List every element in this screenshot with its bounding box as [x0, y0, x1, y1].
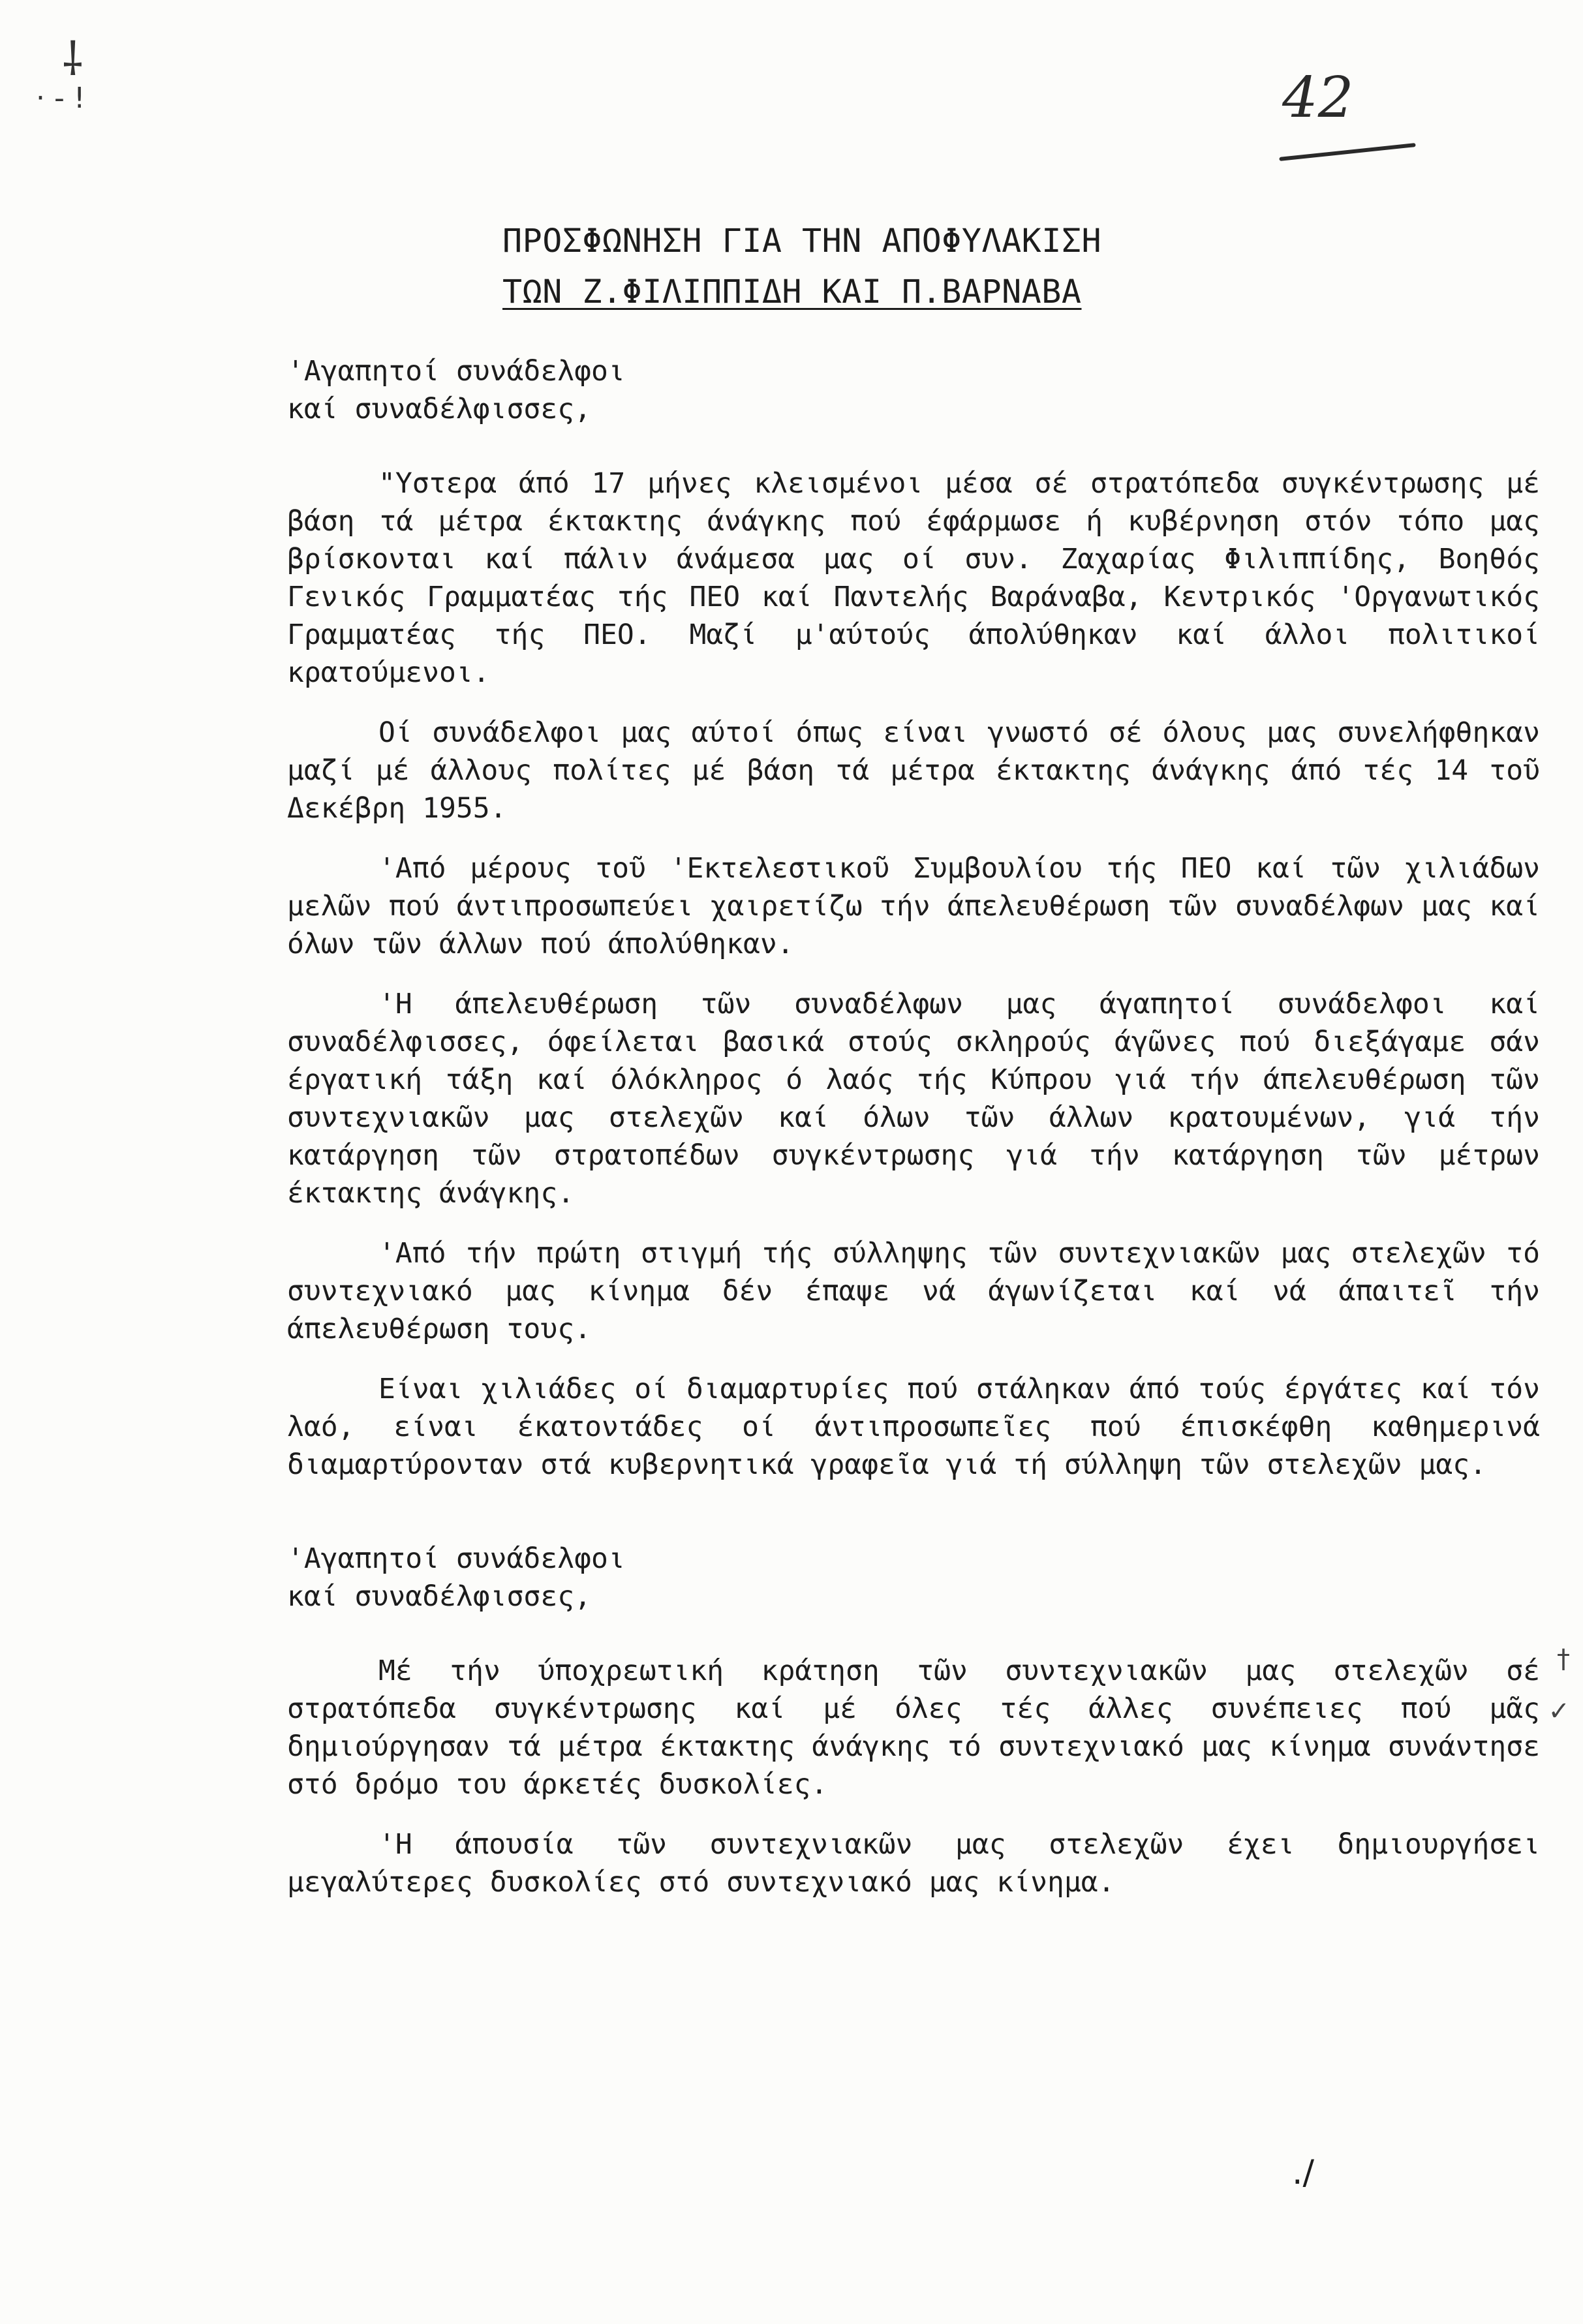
- salutation-2-line-2: καί συναδέλφισσες,: [287, 1580, 591, 1613]
- corner-ink-dots: · - !: [36, 82, 85, 115]
- page-number-underline: [1279, 143, 1415, 161]
- paragraph-4: 'Η άπελευθέρωση τῶν συναδέλφων μας άγαπητοί συνάδελφοι καί συναδέλφισσες, όφείλεται βασικά στούς σκληρούς άγῶνες πού διεξάγαμε σάν έργατική τάξη καί όλόκληρος ό λαός τής Κύπρου γιά τήν άπελευθέρωση τῶν συντεχνιακῶν μας στελεχῶν καί όλων τῶν άλλων κρατουμένων, γιά τήν κατάργηση τῶν στρατοπέδων συγκέντρωσης γιά τήν κατάργηση τῶν μέτρων έκτακτης άνάγκης.: [287, 988, 1540, 1210]
- letter-body: [287, 352, 1540, 1901]
- margin-check-mark: ✓: [1548, 1696, 1570, 1726]
- corner-ink-mark: ⸸: [62, 33, 84, 86]
- paragraph-7: Μέ τήν ύποχρεωτική κράτηση τῶν συντεχνιακῶν μας στελεχῶν σέ στρατόπεδα συγκέντρωσης καί μέ όλες τές άλλες συνέπειες πού μᾶς δημιούργησαν τά μέτρα έκτακτης άνάγκης τό συντεχνιακό μας κίνημα συνάντησε στό δρόμο του άρκετές δυσκολίες.: [287, 1655, 1540, 1801]
- paragraph-1: "Υστερα άπό 17 μήνες κλεισμένοι μέσα σέ στρατόπεδα συγκέντρωσης μέ βάση τά μέτρα έκτακτης άνάγκης πού έφάρμωσε ή κυβέρνηση στόν τόπο μας βρίσκονται καί πάλιν άνάμεσα μας οί συν. Ζαχαρίας Φιλιππίδης, Βοηθός Γενικός Γραμματέας τής ΠΕΟ καί Παντελής Βαράναβα, Κεντρικός 'Οργανωτικός Γραμματέας τής ΠΕΟ. Μαζί μ'αύτούς άπολύθηκαν καί άλλοι πολιτικοί κρατούμενοι.: [287, 467, 1540, 689]
- paragraph-2: Οί συνάδελφοι μας αύτοί όπως είναι γνωστό σέ όλους μας συνελήφθηκαν μαζί μέ άλλους πολίτες μέ βάση τά μέτρα έκτακτης άνάγκης άπό τές 14 τοῦ Δεκέβρη 1955.: [287, 716, 1540, 825]
- salutation-line-2: καί συναδέλφισσες,: [287, 393, 591, 425]
- paragraph-3: 'Από μέρους τοῦ 'Εκτελεστικοῦ Συμβουλίου τής ΠΕΟ καί τῶν χιλιάδων μελῶν πού άντιπροσωπεύει χαιρετίζω τήν άπελευθέρωση τῶν συναδέλφων μας καί όλων τῶν άλλων πού άπολύθηκαν.: [287, 852, 1540, 960]
- margin-tick-mark: †: [1557, 1644, 1570, 1674]
- salutation-2-line-1: 'Αγαπητοί συνάδελφοι: [287, 1542, 625, 1575]
- page-number: 42: [1282, 65, 1354, 130]
- paragraph-8: 'Η άπουσία τῶν συντεχνιακῶν μας στελεχῶν έχει δημιουργήσει μεγαλύτερες δυσκολίες στό συντεχνιακό μας κίνημα.: [287, 1828, 1540, 1899]
- title-line-1: ΠΡΟΣΦΩΝΗΣΗ ΓΙΑ ΤΗΝ ΑΠΟΦΥΛΑΚΙΣΗ: [502, 222, 1102, 260]
- document-title: [502, 215, 1155, 317]
- title-line-2: ΤΩΝ Ζ.ΦΙΛΙΠΠΙΔΗ ΚΑΙ Π.ΒΑΡΝΑΒΑ: [502, 273, 1082, 311]
- paragraph-6: Είναι χιλιάδες οί διαμαρτυρίες πού στάληκαν άπό τούς έργάτες καί τόν λαό, είναι έκατοντάδες οί άντιπροσωπεῖες πού έπισκέφθη καθημερινά διαμαρτύρονταν στά κυβερνητικά γραφεῖα γιά τή σύλληψη τῶν στελεχῶν μας.: [287, 1373, 1540, 1481]
- continuation-mark: ./: [1292, 2153, 1315, 2192]
- salutation-line-1: 'Αγαπητοί συνάδελφοι: [287, 355, 625, 388]
- paragraph-5: 'Από τήν πρώτη στιγμή τής σύλληψης τῶν συντεχνιακῶν μας στελεχῶν τό συντεχνιακό μας κίνημα δέν έπαψε νά άγωνίζεται καί νά άπαιτεῖ τήν άπελευθέρωση τους.: [287, 1237, 1540, 1345]
